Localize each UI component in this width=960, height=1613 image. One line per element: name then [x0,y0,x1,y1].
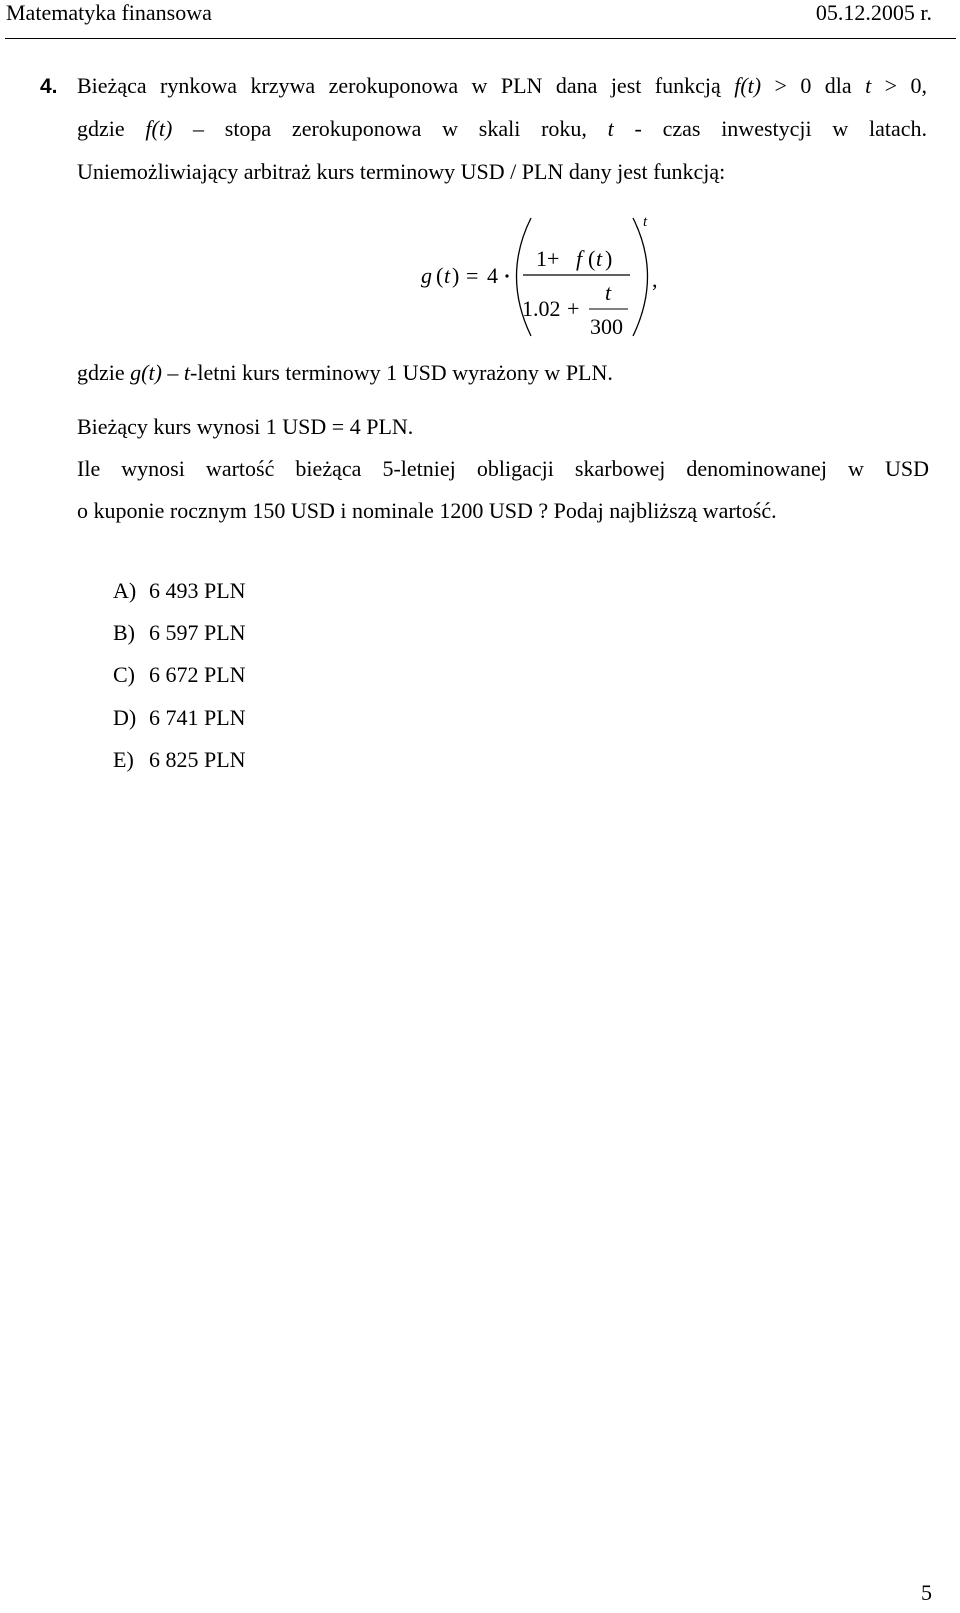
answer-option-e [113,747,246,773]
formula-comma: , [652,267,658,292]
answer-option-b [113,620,246,646]
problem-line-6: Ile wynosi wartość bieżąca 5-letniej obligacji skarbowej denominowanej w USD [77,456,929,481]
header-divider [5,38,956,39]
problem-line-4: gdzie g(t) – t-letni kurs terminowy 1 USD wyrażony w PLN. [77,360,613,385]
formula-t: t [444,263,451,288]
formula-g: g [421,263,432,288]
header-title: Matematyka finansowa [6,0,212,25]
problem-line-5: Bieżący kurs wynosi 1 USD = 4 PLN. [77,414,414,439]
formula-paren-open: ( [436,263,444,288]
answer-value: 6 597 PLN [149,620,246,645]
formula-den-t: t [605,280,612,305]
formula-four: 4 [487,263,498,288]
problem-line-1: Bieżąca rynkowa krzywa zerokuponowa w PLN dana jest funkcją f(t) > 0 dla t > 0, [77,73,927,98]
problem-line-7: o kuponie rocznym 150 USD i nominale 1200 USD ? Podaj najbliższą wartość. [77,498,777,523]
formula-big-paren-left [517,218,532,336]
formula-den-plus: + [567,296,580,321]
formula-equals: = [466,263,479,288]
answer-label: E) [113,747,134,772]
formula-paren-close: ) [452,263,460,288]
formula-num-t: t [596,246,603,271]
page-number: 5 [921,1580,932,1605]
formula-den-300: 300 [590,314,623,339]
answer-value: 6 493 PLN [149,578,246,603]
problem-number: 4. [40,75,58,98]
answer-value: 6 741 PLN [149,705,246,730]
formula-multiply-dot [505,274,508,277]
formula-big-paren-right [633,218,648,336]
answer-label: D) [113,705,137,730]
answer-value: 6 825 PLN [149,747,246,772]
answer-option-a [113,578,246,604]
answer-value: 6 672 PLN [149,662,246,687]
formula-num-paren-open: ( [588,246,596,271]
answer-label: A) [113,578,137,603]
formula-den-const: 1.02 [522,296,561,321]
header-date: 05.12.2005 r. [815,0,932,25]
formula-num-paren-close: ) [605,246,613,271]
formula-num-f: f [576,246,583,271]
answer-label: C) [113,662,135,687]
formula-exponent: t [643,214,648,230]
answer-option-d [113,705,246,731]
answer-option-c [113,662,246,688]
formula-num-one-plus: 1+ [536,246,560,271]
problem-line-2: gdzie f(t) – stopa zerokuponowa w skali roku, t - czas inwestycji w latach. [77,116,928,141]
problem-line-3: Uniemożliwiający arbitraż kurs terminowy USD / PLN dany jest funkcją: [77,159,726,184]
answer-label: B) [113,620,135,645]
